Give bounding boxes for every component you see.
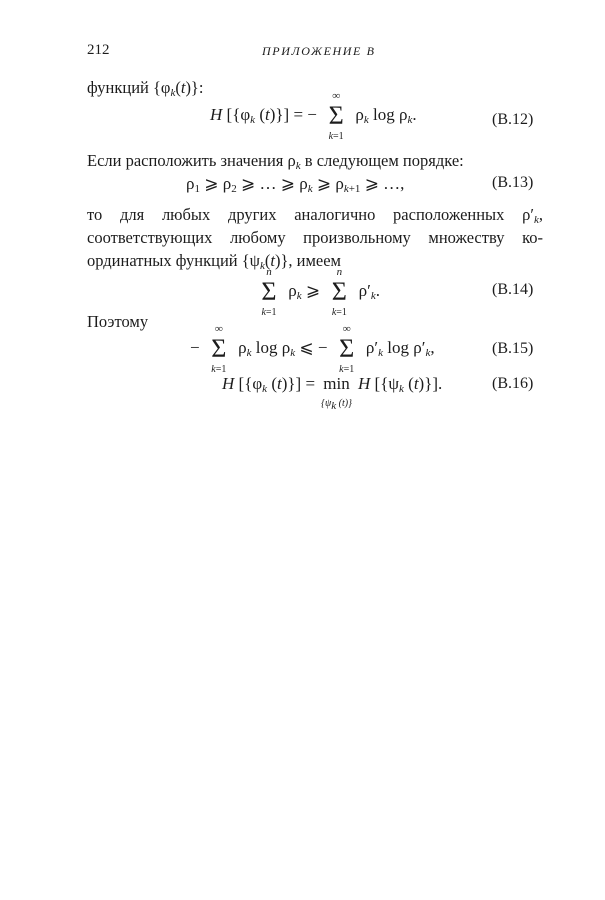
text-order-tail: в следующем порядке:: [304, 151, 464, 170]
equation-number-b13: (В.13): [492, 174, 534, 191]
equation-number-b16: (В.16): [492, 375, 534, 392]
equation-b12: H [{$\varphi_k$ (t)}] = − ∞ Σ k=1 $\rho_k$ $\log \rho_k$.: [210, 90, 417, 142]
sum-symbol: n Σ k=1: [261, 266, 277, 318]
equation-b13: $\rho_1$ ⩾ $\rho_2$ ⩾ … ⩾ $\rho_k$ ⩾ $\rho_{k+1}$ ⩾ …,: [186, 174, 405, 195]
page-number: 212: [87, 42, 110, 58]
equation-b14: n Σ k=1 $\rho_k$ ⩾ n Σ k=1 $\rho'_k$.: [254, 280, 380, 304]
rho-prime-k: $\rho'_k$,: [522, 205, 544, 226]
equation-number-b15: (В.15): [492, 340, 534, 357]
text-therefore: [87, 310, 543, 333]
set-psi-k: $\{\psi_k(t)\}$: [241, 251, 289, 272]
text-paragraph-order: Если расположить значения $\rho_k$ в следующем порядке:: [87, 151, 464, 172]
sum-symbol: ∞ Σ k=1: [339, 323, 355, 375]
running-head: ПРИЛОЖЕНИЕ В: [262, 44, 376, 58]
text-paragraph-other: [87, 203, 543, 226]
set-phi-k: $\{\varphi_k(t)\}$:: [153, 78, 204, 99]
text-paragraph-other-line2: [87, 226, 543, 249]
equation-b16: H [{$\varphi_k$ (t)}] = min {$\psi_k$ (t)} H [{$\psi_k$ (t)}].: [222, 374, 443, 412]
text-other-line3: ординатных функций: [87, 251, 238, 270]
text-therefore-word: Поэтому: [87, 312, 149, 331]
text-line-functions: [87, 76, 543, 99]
min-operator: min {$\psi_k$ (t)}: [321, 374, 353, 412]
equation-number-b12: (В.12): [492, 111, 534, 128]
equation-b15: − ∞ Σ k=1 $\rho_k$ $\log \rho_k$ ⩽ − ∞ Σ k=1 $\rho'_k$ $\log \rho'_k$,: [190, 323, 435, 375]
text-other-line1: то для любых других аналогично расположенных: [87, 205, 505, 224]
sum-symbol: ∞ Σ k=1: [328, 90, 344, 142]
text-other-line2: соответствующих любому произвольному множеству ко-: [87, 228, 543, 247]
equation-number-b14: (В.14): [492, 281, 534, 298]
text-order: Если расположить значения ρ: [87, 151, 296, 170]
text-paragraph-other-line3: [87, 249, 543, 272]
sum-symbol: ∞ Σ k=1: [211, 323, 227, 375]
text-other-line3-tail: , имеем: [288, 251, 342, 270]
text-functions: функций: [87, 78, 149, 97]
sum-symbol: n Σ k=1: [331, 266, 347, 318]
